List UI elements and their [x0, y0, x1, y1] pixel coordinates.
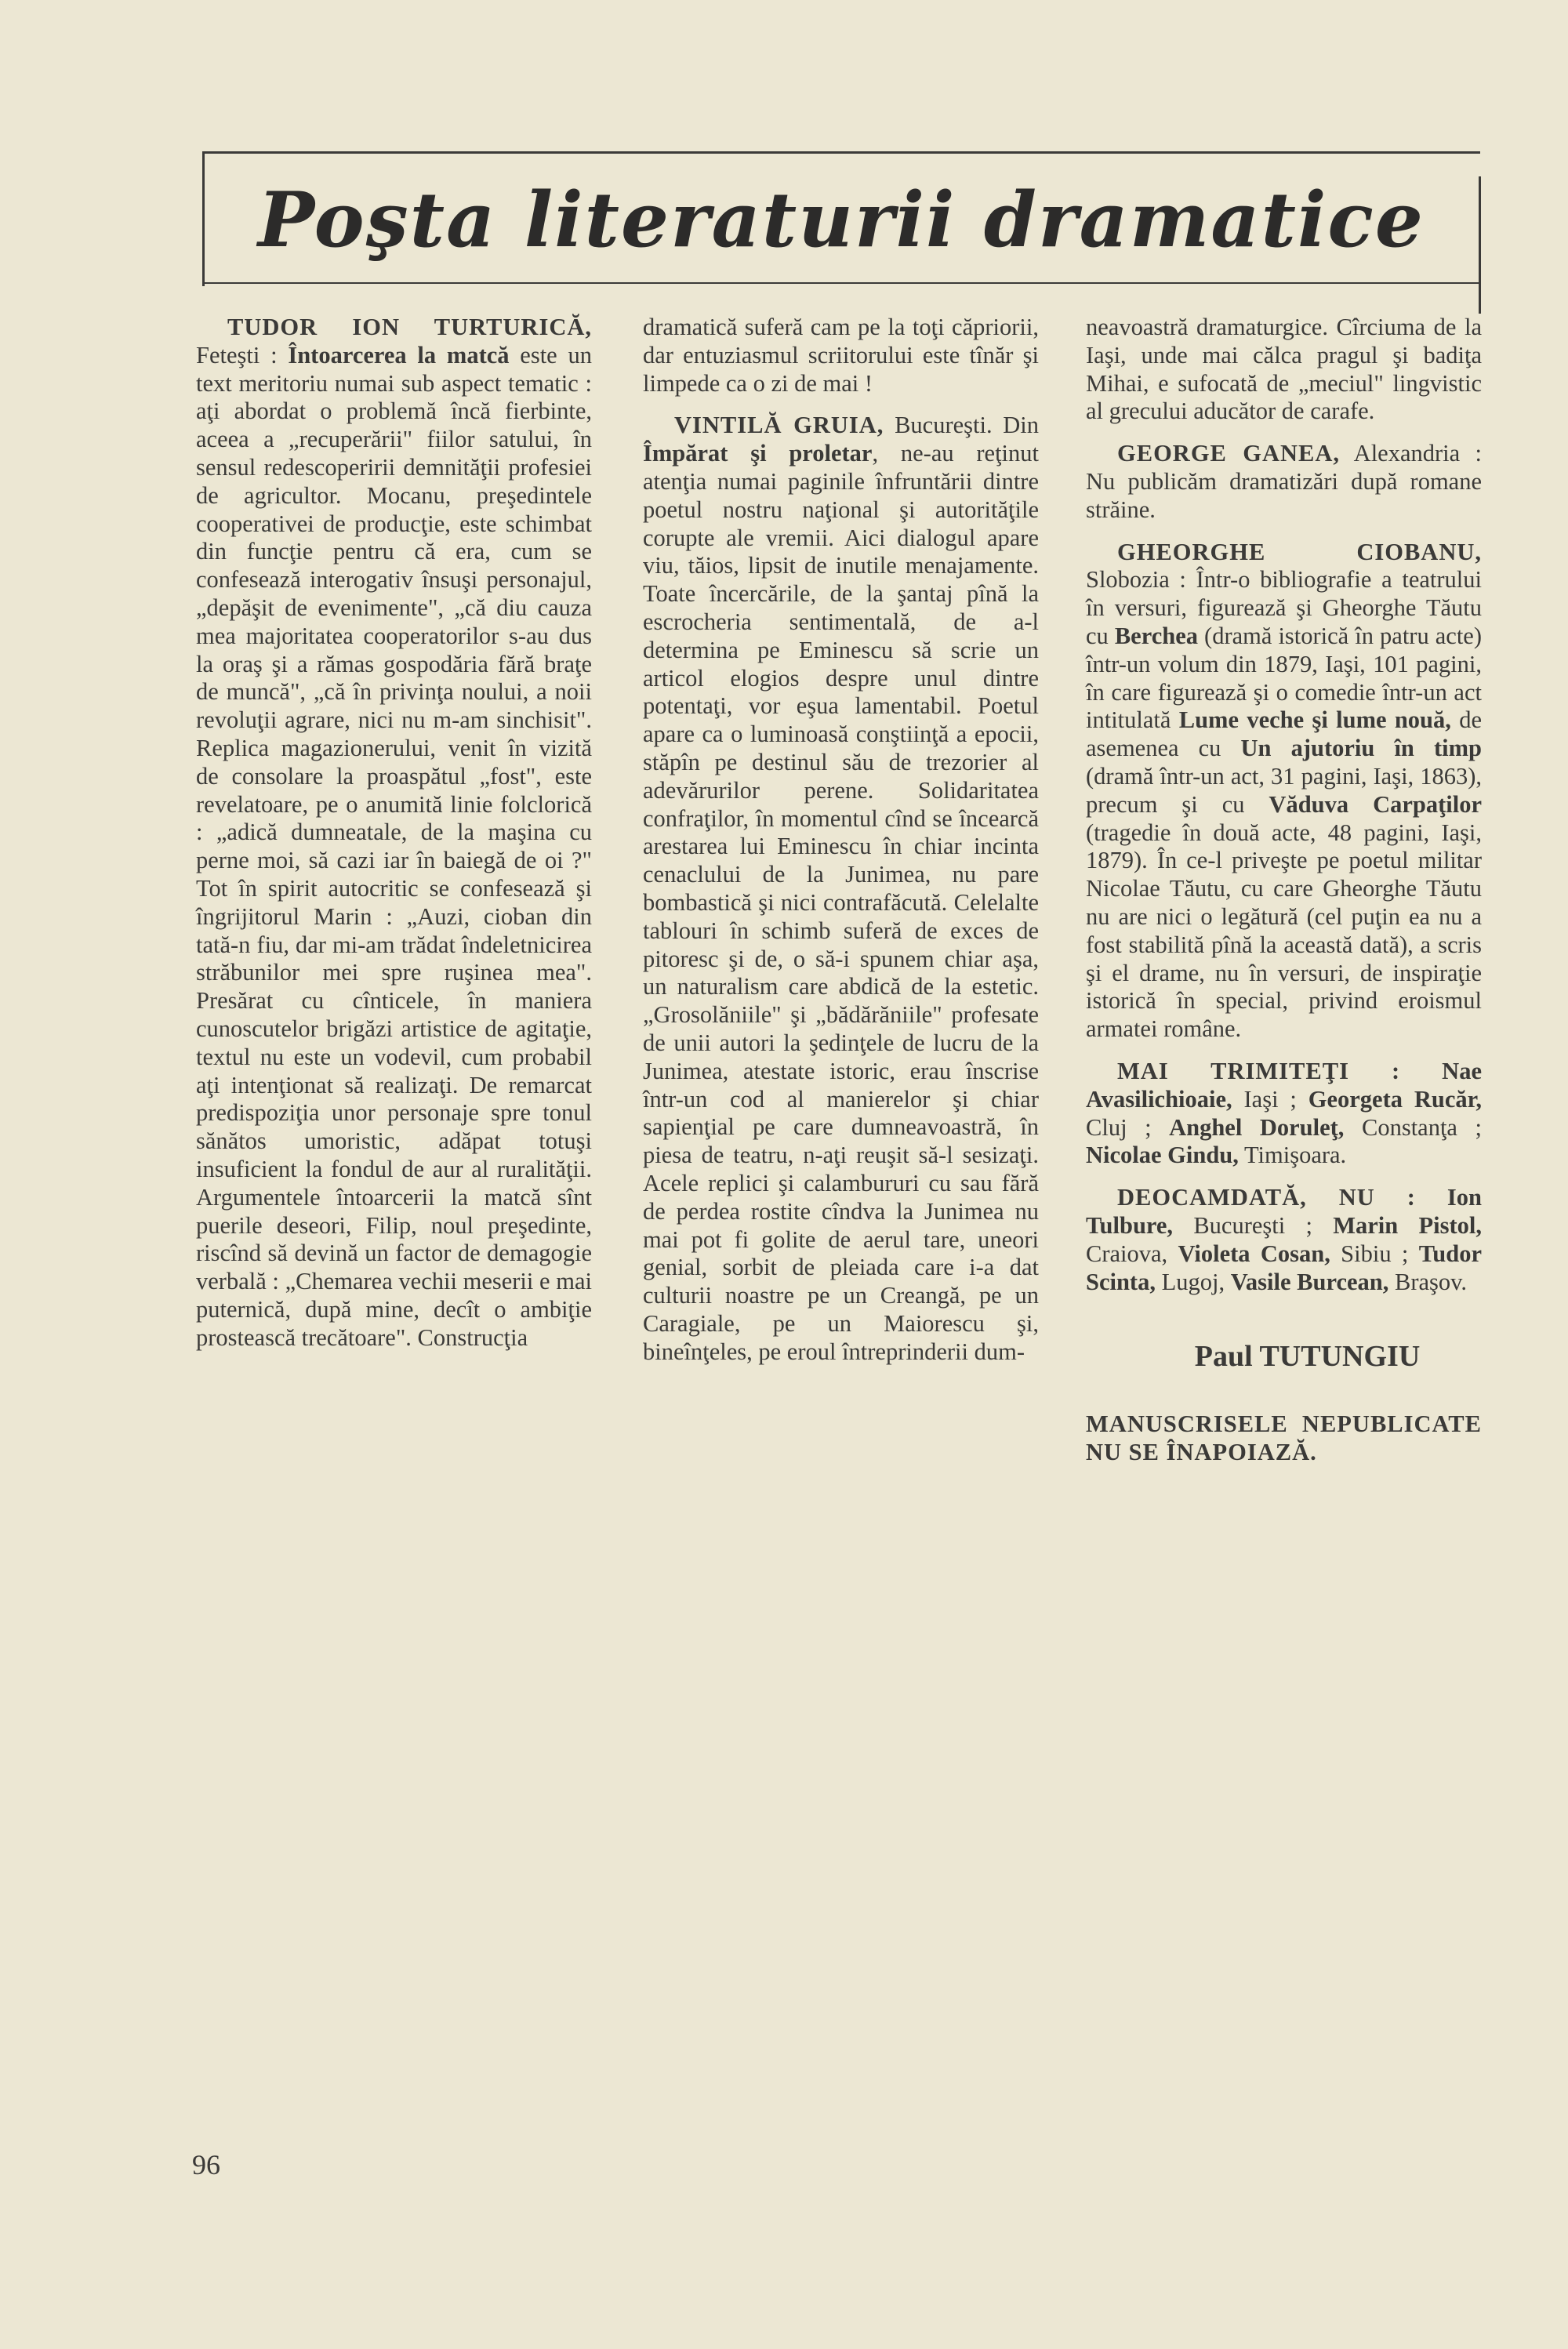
not-yet-list: DEOCAMDATĂ, NU : Ion Tulbure, Bucureşti ; Marin Pistol, Craiova, Violeta Cosan, Sibiu ; Tudor Scinta, Lugoj, Vasile Burcean, Braşov.: [1086, 1184, 1482, 1295]
author-name: GHEORGHE CIOBANU,: [1117, 538, 1482, 565]
page-number: 96: [192, 2149, 220, 2180]
list-label: MAI TRIMITEŢI :: [1117, 1057, 1401, 1084]
section-title: Poşta literaturii dramatice: [258, 175, 1425, 264]
entry-turturica: TUDOR ION TURTURICĂ, Feteşti : Întoarcerea la matcă este un text meritoriu numai sub aspect tematic : aţi abordat o problemă încă fierbinte, aceea a „recuperării" fiilor satului, în sensul redescoperirii demnităţii profesiei de agricultor. Mocanu, preşedintele cooperativei de producţie, este schimbat din funcţie pentru că era, cum se confesează interogativ însuşi personajul, „depăşit de evenimente", „că diu cauza mea majoritatea cooperatorilor s-au dus la oraş şi a rămas gospodăria fără braţe de muncă", „că în privinţa noului, a noii revoluţii agrare, nici nu m-am sinchisit". Replica magazionerului, venit în vizită de consolare la proaspătul „fost", este revelatoare, pe o anumită linie folclorică : „adică dumneatale, de la maşina cu perne moi, să cazi iar în baiegă de oi ?" Tot în spirit autocritic se confesează şi îngrijitorul Marin : „Auzi, cioban din tată-n fiu, dar mi-am trădat îndeletnicirea străbunilor mei spre ruşinea mea". Presărat cu cînticele, în maniera cunoscutelor brigăzi artistice de agitaţie, textul nu este un vodevil, cum probabil aţi intenţionat să realizaţi. De remarcat predispoziţia unor personaje spre tonul sănătos umoristic, adăpat totuşi insuficient la fondul de aur al ruralităţii. Argumentele întoarcerii la matcă sînt puerile deseori, Filip, noul preşedinte, riscînd să devină un factor de demagogie verbală : „Chemarea vechii meserii e mai puternică, după mine, decît o ambiţie prostească trecătoare". Construcţia: [196, 314, 592, 1351]
entry-ciobanu: GHEORGHE CIOBANU, Slobozia : Într-o bibliografie a teatrului în versuri, figurează şi Gheorghe Tăutu cu Berchea (dramă istorică în patru acte) într-un volum din 1879, Iaşi, 101 pagini, în care figurează şi o comedie într-un act intitulată Lume veche şi lume nouă, de asemenea cu Un ajutoriu în timp (dramă într-un act, 31 pagini, Iaşi, 1863), precum şi cu Văduva Carpaţilor (tragedie în două acte, 48 pagini, Iaşi, 1879). În ce-l priveşte pe poetul militar Nicolae Tăutu, cu care Gheorghe Tăutu nu are nici o legătură (cel puţin ea nu a fost stabilită pînă la această dată), a scris şi el drame, nu în versuri, de inspiraţie istorică în special, privind eroismul armatei române.: [1086, 538, 1482, 1043]
text-column-3: [1086, 314, 1482, 1481]
author-name: TUDOR ION TURTURICĂ,: [227, 314, 592, 340]
author-name: GEORGE GANEA,: [1117, 440, 1341, 467]
send-more-list: MAI TRIMITEŢI : Nae Avasilichioaie, Iaşi ; Georgeta Rucăr, Cluj ; Anghel Doruleţ, Constanţa ; Nicolae Gindu, Timişoara.: [1086, 1057, 1482, 1169]
work-title: Lume veche şi lume nouă,: [1178, 706, 1451, 734]
work-title: Berchea: [1114, 622, 1198, 649]
text-column-2: [643, 314, 1039, 1380]
work-title: Întoarcerea la matcă: [288, 341, 510, 369]
author-signature: Paul TUTUNGIU: [1194, 1340, 1421, 1374]
text-column-1: [196, 314, 592, 1366]
entry-ganea: GEORGE GANEA, Alexandria : Nu publicăm dramatizări după romane străine.: [1086, 440, 1482, 523]
work-title: Văduva Carpaţilor: [1269, 790, 1482, 818]
author-name: VINTILĂ GRUIA,: [674, 412, 884, 439]
work-title: Un ajutoriu în timp: [1240, 735, 1482, 762]
manuscripts-notice: MANUSCRISELE NEPUBLICATE NU SE ÎNAPOIAZĂ.: [1086, 1410, 1482, 1465]
continuation-paragraph: neavoastră dramaturgice. Cîrciuma de la Iaşi, unde mai călca pragul şi badiţa Mihai, e sufocată de „meciul" lingvistic al grecului aducător de carafe.: [1086, 314, 1482, 425]
list-label: DEOCAMDATĂ, NU :: [1117, 1184, 1416, 1211]
entry-gruia: VINTILĂ GRUIA, Bucureşti. Din Împărat şi proletar, ne-au reţinut atenţia numai paginile înfruntării dintre poetul nostru naţional şi autorităţile corupte ale vremii. Aici dialogul apare viu, tăios, lipsit de inutile menajamente. Toate încercările, de la şantaj pînă la escrocheria sentimentală, de a-l determina pe Eminescu să scrie un articol elogios despre unul dintre potentaţi, vor eşua lamentabil. Poetul apare ca o luminoasă conştiinţă a epocii, stăpîn pe destinul său de trezorier al adevărurilor perene. Solidaritatea confraţilor, în momentul cînd se încearcă arestarea lui Eminescu în chiar incinta cenaclului de la Junimea, nu pare bombastică şi nici contrafăcută. Celelalte tablouri în schimb suferă de exces de pitoresc şi de, o să-i spunem chiar aşa, un naturalism care abdică de la estetic. „Grosolăniile" şi „bădărăniile" profesate de unii autori la şedinţele de lucru de la Junimea, atestate istoric, erau înscrise într-un cod al manierelor şi chiar sapienţial pe care dumneavoastră, în piesa de teatru, n-aţi reuşit să-l sesizaţi. Acele replici şi calambururi cu sau fără de perdea rostite cîndva la Junimea nu mai pot fi golite de aerul tare, uneori genial, sorbit de pleiada care i-a dat culturii noastre pe un Creangă, pe un Caragiale, pe un Maiorescu şi, bineînţeles, pe eroul întreprinderii dum-: [643, 412, 1039, 1365]
work-title: Împărat şi proletar: [643, 440, 873, 467]
continuation-paragraph: dramatică suferă cam pe la toţi căpriorii, dar entuziasmul scriitorului este tînăr şi limpede ca o zi de mai !: [643, 314, 1039, 397]
header-bottom-rule: [202, 282, 1480, 284]
